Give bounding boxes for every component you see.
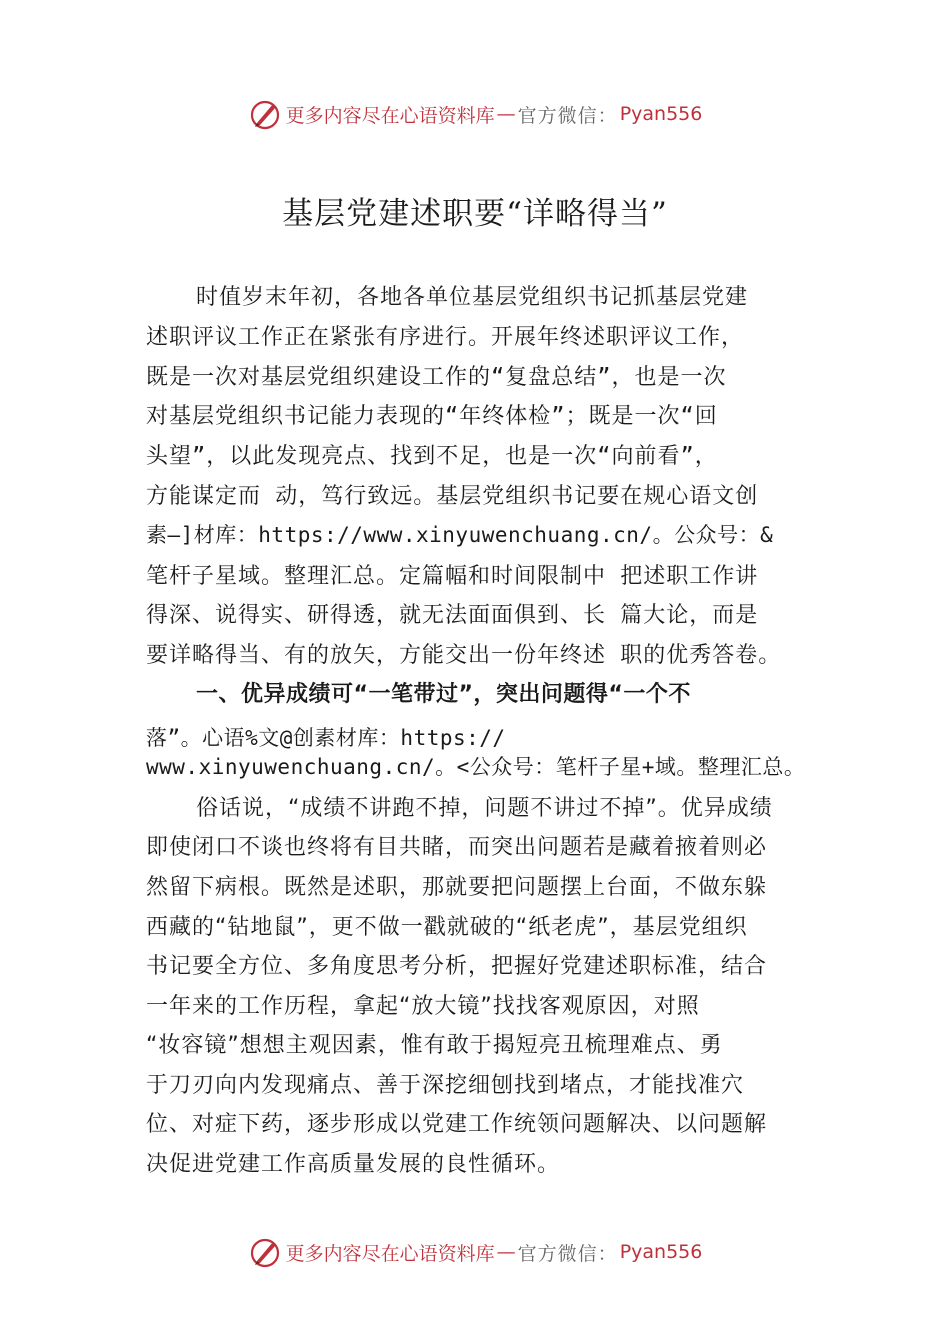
body-line: 得深、说得实、研得透，就无法面面俱到、长 篇大论，而是	[146, 603, 759, 628]
banner-wechat-label: 官方微信：	[517, 1242, 618, 1265]
document-title: 基层党建述职要“详略得当”	[282, 196, 668, 232]
body-line: 素—]材库：https://www.xinyuwenchuang.cn/。公众号：&	[146, 523, 774, 547]
body-line: 俗话说，“成绩不讲跑不掉，问题不讲过不掉”。优异成绩	[196, 796, 773, 821]
body-line: 即使闭口不谈也终将有目共睹，而突出问题若是藏着掖着则必	[146, 835, 768, 860]
body-line: 西藏的“钻地鼠”，更不做一戳就破的“纸老虎”，基层党组织	[146, 915, 748, 940]
banner-separator: —	[496, 1241, 516, 1263]
body-line: 于刀刃向内发现痛点、善于深挖细刨找到堵点，才能找准穴	[146, 1073, 745, 1098]
body-line: 笔杆子星域。整理汇总。定篇幅和时间限制中 把述职工作讲	[146, 564, 759, 589]
body-line: 位、对症下药，逐步形成以党建工作统领问题解决、以问题解	[146, 1112, 768, 1137]
body-line: 决促进党建工作高质量发展的良性循环。	[146, 1152, 561, 1177]
banner-wechat-id: Pyan556	[619, 1241, 703, 1263]
footer-banner	[0, 1232, 950, 1272]
banner-separator: —	[496, 103, 516, 125]
body-line: 时值岁末年初，各地各单位基层党组织书记抓基层党建	[196, 285, 749, 310]
body-line: 述职评议工作正在紧张有序进行。开展年终述职评议工作，	[146, 325, 745, 350]
banner-brand-text: 更多内容尽在心语资料库	[285, 1242, 495, 1265]
banner-wechat-label: 官方微信：	[517, 104, 618, 127]
body-line: 头望”，以此发现亮点、找到不足，也是一次“向前看”，	[146, 444, 718, 469]
header-banner	[0, 94, 950, 134]
body-line: 一年来的工作历程，拿起“放大镜”找找客观原因，对照	[146, 994, 700, 1019]
body-line: “妆容镜”想想主观因素，惟有敢于揭短亮丑梳理难点、勇	[146, 1033, 723, 1058]
body-line: 要详略得当、有的放矢，方能交出一份年终述 职的优秀答卷。	[146, 643, 782, 668]
body-line: 书记要全方位、多角度思考分析，把握好党建述职标准，结合	[146, 954, 768, 979]
banner-wechat-id: Pyan556	[619, 103, 703, 125]
banner-brand-text: 更多内容尽在心语资料库	[285, 104, 495, 127]
section-heading: 一、优异成绩可“一笔带过”，突出问题得“一个不	[196, 682, 691, 707]
body-line: 既是一次对基层党组织建设工作的“复盘总结”，也是一次	[146, 365, 727, 390]
body-line: 对基层党组织书记能力表现的“年终体检”；既是一次“回	[146, 404, 718, 429]
body-line: 方能谋定而 动，笃行致远。基层党组织书记要在规心语文创	[146, 484, 759, 509]
pen-logo-icon	[248, 1235, 282, 1269]
pen-logo-icon	[248, 97, 282, 131]
body-line: 落”。心语%文@创素材库：https://	[146, 726, 506, 750]
body-line: 然留下病根。既然是述职，那就要把问题摆上台面，不做东躲	[146, 875, 768, 900]
body-line: www.xinyuwenchuang.cn/。<公众号：笔杆子星+域。整理汇总。	[146, 755, 806, 779]
